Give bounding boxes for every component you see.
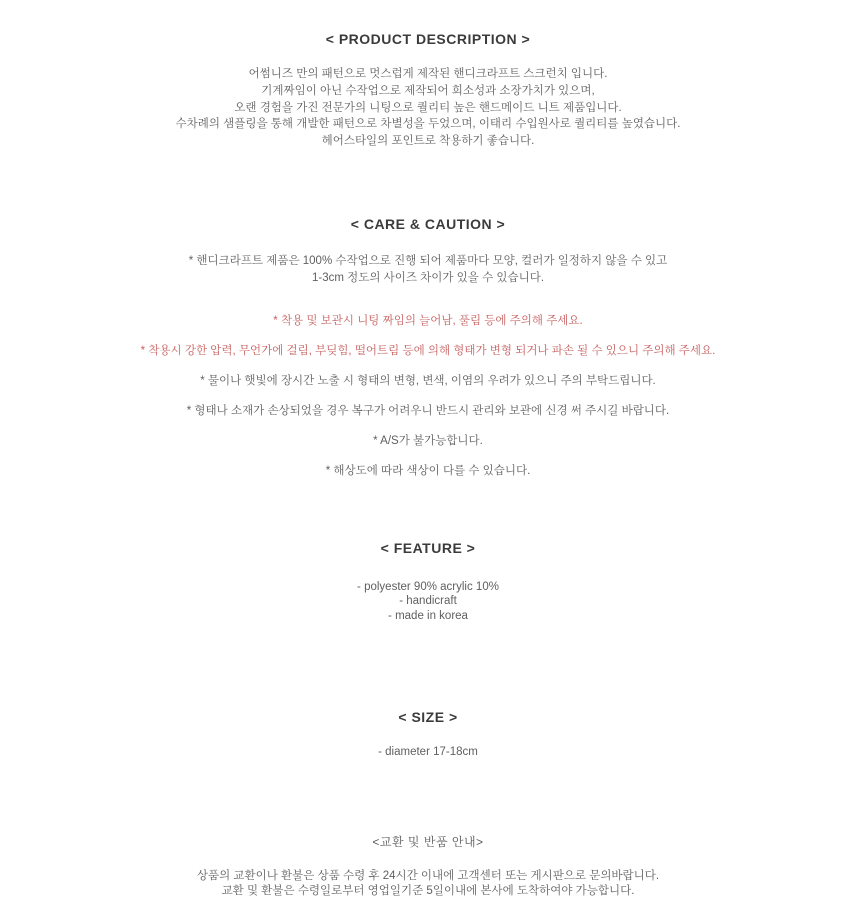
care-caution-heading: < CARE & CAUTION > [350,215,506,232]
feature-section [0,540,856,624]
care-warning-red: * 착용 및 보관시 니팅 짜임의 늘어남, 풀림 등에 주의해 주세요. [273,314,583,327]
exchange-notice-text [0,869,856,900]
description-line: 오랜 경험을 가진 전문가의 니팅으로 퀄리티 높은 핸드메이드 니트 제품입니다. [234,101,622,114]
care-caution-section [0,216,856,480]
feature-heading: < FEATURE > [380,539,476,556]
size-list [0,744,856,761]
care-note: * A/S가 불가능합니다. [373,434,483,447]
product-description-heading: < PRODUCT DESCRIPTION > [325,31,531,47]
feature-item: - made in korea [388,609,468,622]
size-section [0,709,856,761]
care-note: * 해상도에 따라 색상이 다를 수 있습니다. [325,464,531,477]
care-note: * 물이나 햇빛에 장시간 노출 시 형태의 변형, 변색, 이염의 우려가 있으니 주의 부탁드립니다. [200,374,656,387]
feature-list [0,580,856,624]
description-line: 어썸니즈 만의 패턴으로 멋스럽게 제작된 핸디크라프트 스크런치 입니다. [248,68,608,80]
exchange-notice-section [0,833,856,900]
product-description-text [0,66,856,150]
size-heading: < SIZE > [398,709,458,726]
feature-item: - handicraft [399,595,457,608]
feature-item: - polyester 90% acrylic 10% [357,580,499,593]
care-warning-red: * 착용시 강한 압력, 무언가에 걸림, 부딪힘, 떨어트림 등에 의해 형태가 변형 되거나 파손 될 수 있으니 주의해 주세요. [140,344,716,357]
description-line: 헤어스타일의 포인트로 착용하기 좋습니다. [321,135,535,148]
description-line: 기계짜임이 아닌 수작업으로 제작되어 희소성과 소장가치가 있으며, [261,84,595,97]
exchange-notice-heading: <교환 및 반품 안내> [372,834,484,849]
size-item: - diameter 17-18cm [378,746,478,759]
product-description-section [0,31,856,150]
care-caution-intro [0,253,856,287]
exchange-line: 상품의 교환이나 환불은 상품 수령 후 24시간 이내에 고객센터 또는 게시판으로 문의바랍니다. [196,869,660,882]
care-intro-line: 1-3cm 정도의 사이즈 차이가 있을 수 있습니다. [311,271,545,284]
exchange-line: 교환 및 환불은 수령일로부터 영업일기준 5일이내에 본사에 도착하여야 가능합니다. [221,885,635,898]
care-intro-line: * 핸디크라프트 제품은 100% 수작업으로 진행 되어 제품마다 모양, 컬러가 일정하지 않을 수 있고 [188,254,668,267]
care-note: * 형태나 소재가 손상되었을 경우 복구가 어려우니 반드시 관리와 보관에 신경 써 주시길 바랍니다. [186,404,670,417]
description-line: 수차례의 샘플링을 통해 개발한 패턴으로 차별성을 두었으며, 이태리 수입원사로 퀄리티를 높였습니다. [175,118,681,131]
